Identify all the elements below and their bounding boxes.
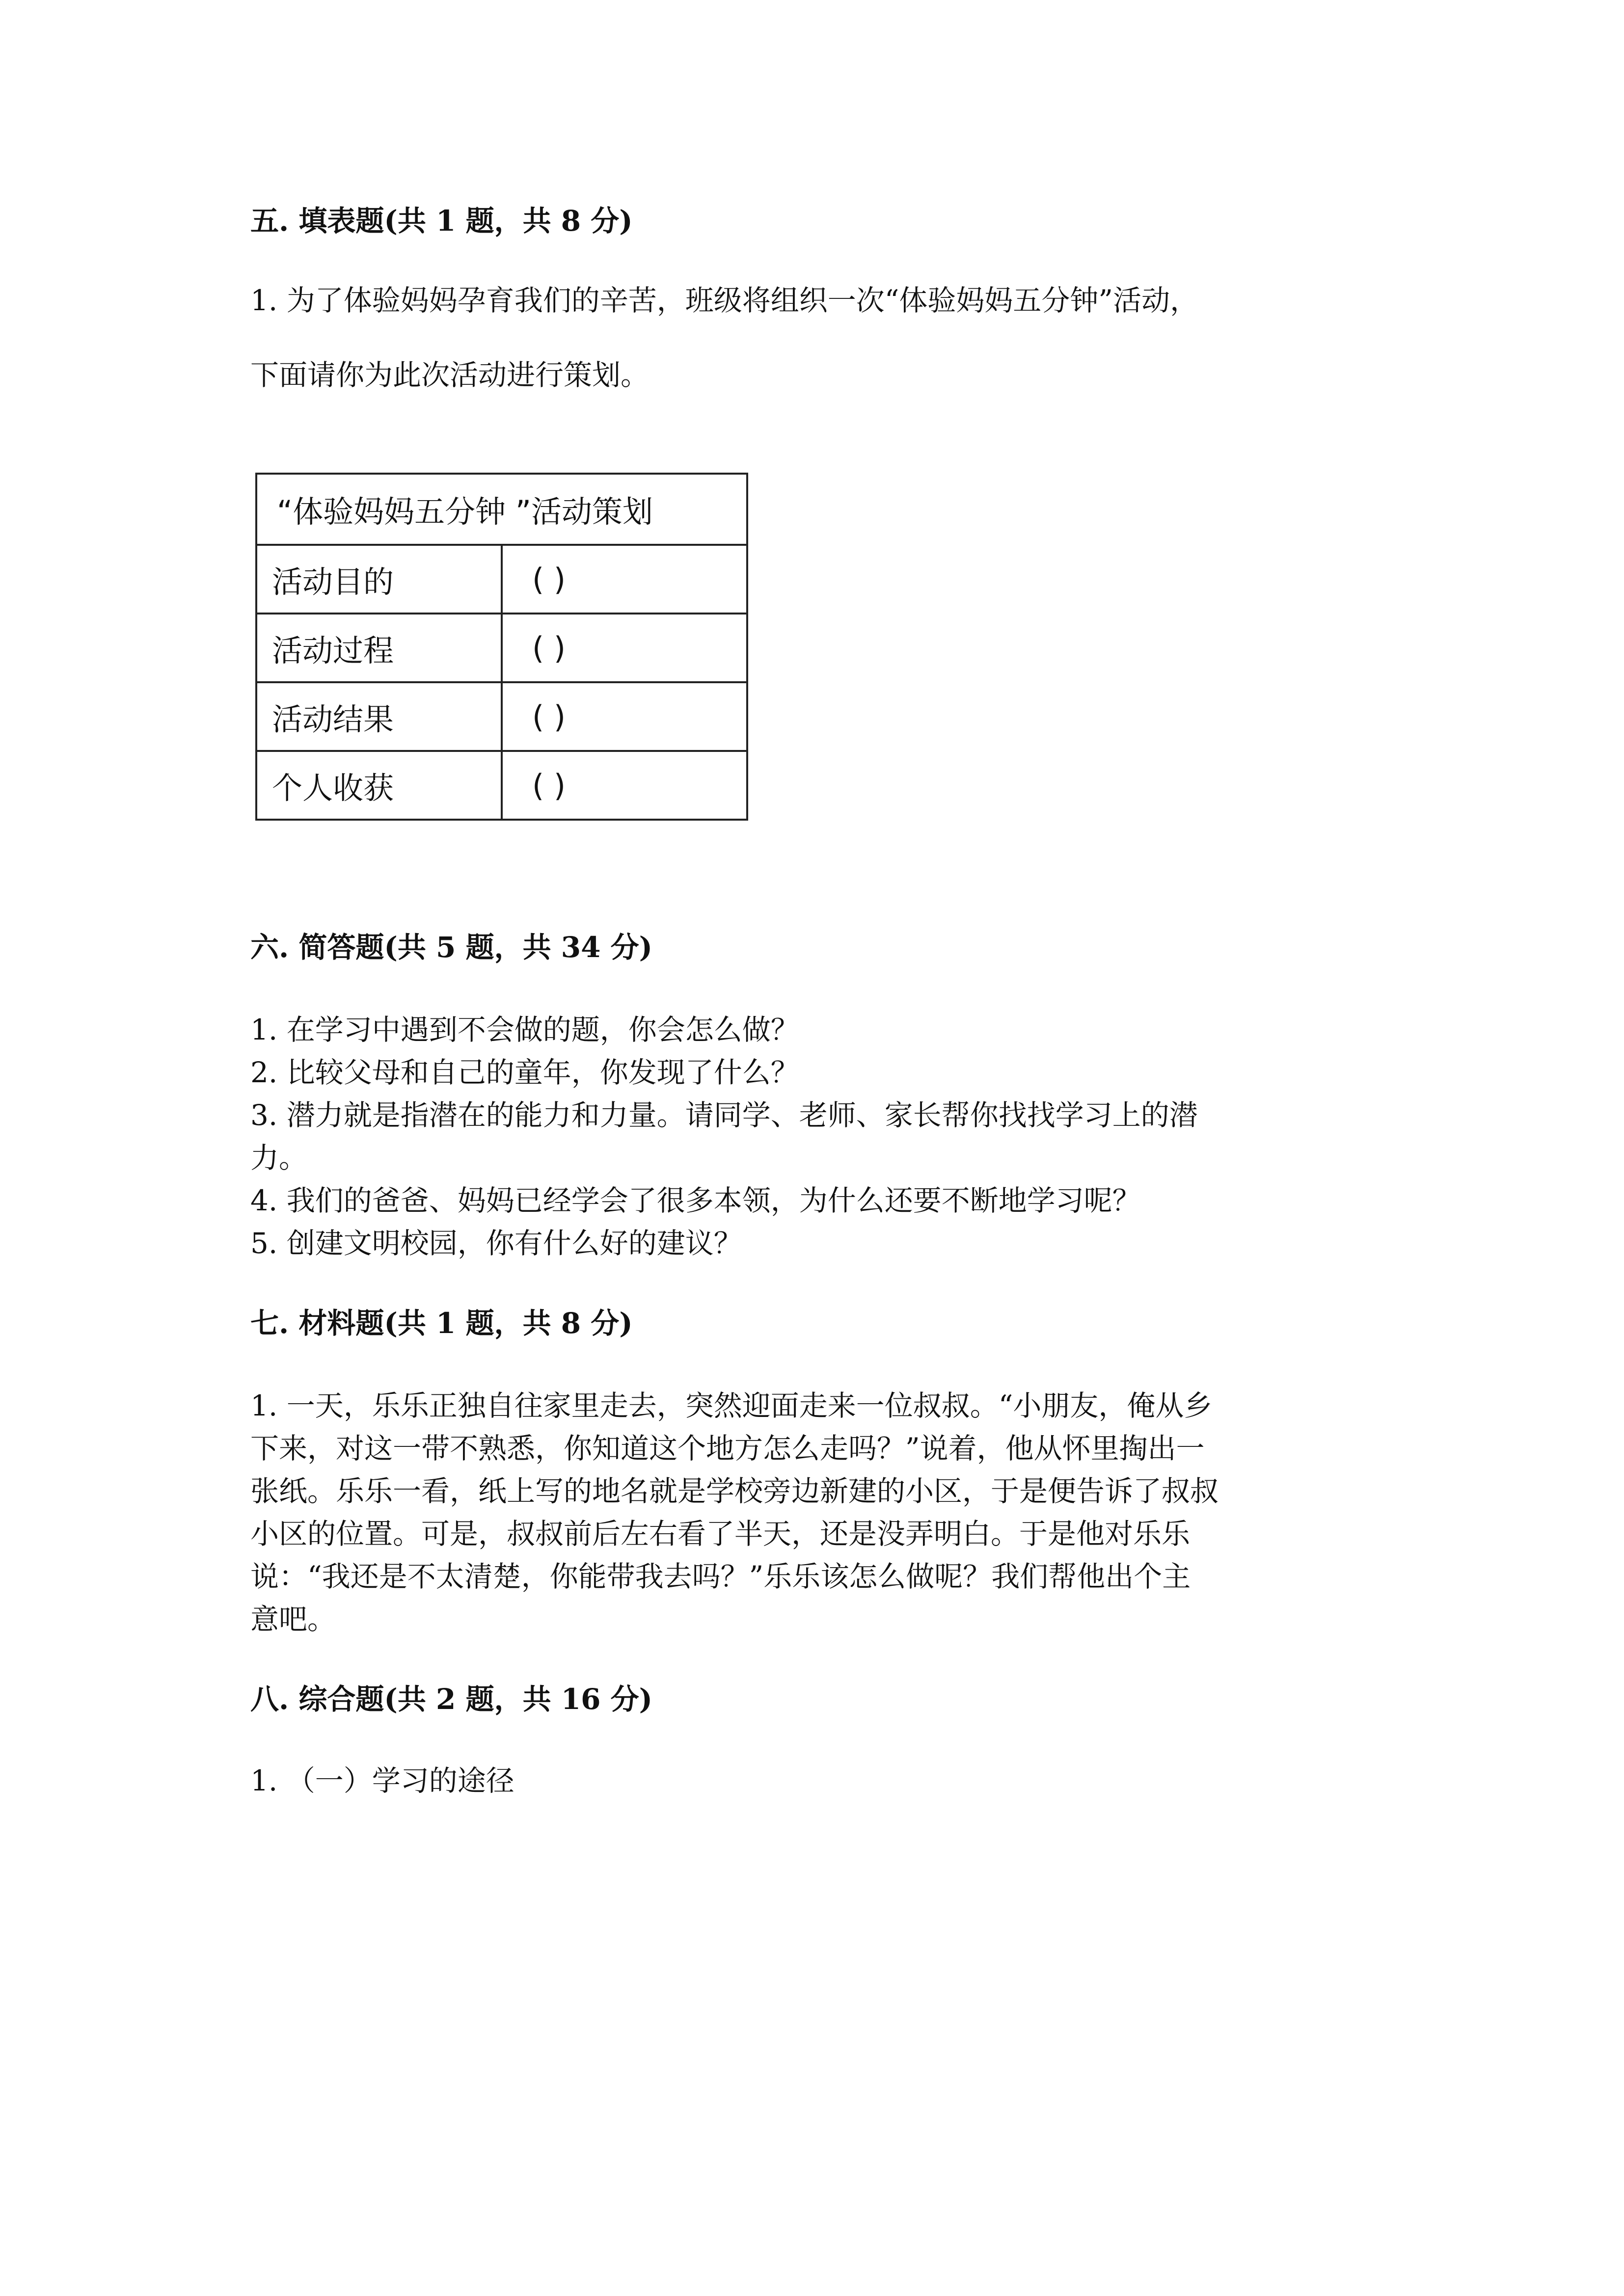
section-heading-material: 七. 材料题(共 1 题，共 8 分) [250, 1307, 633, 1340]
question-text: 3. 潜力就是指潜在的能力和力量。请同学、老师、家长帮你找找学习上的潜 [250, 1098, 1198, 1132]
section-heading-short-answer: 六. 简答题(共 5 题，共 34 分) [250, 931, 653, 964]
table-title: “体验妈妈五分钟 ”活动策划 [256, 474, 747, 545]
row-label: 活动结果 [256, 682, 502, 751]
answer-blank: ( ) [502, 751, 747, 820]
answer-blank: ( ) [502, 682, 747, 751]
section-heading-comprehensive: 八. 综合题(共 2 题，共 16 分) [250, 1682, 653, 1716]
row-label: 活动过程 [256, 614, 502, 682]
question-text: 下面请你为此次活动进行策划。 [250, 358, 650, 392]
question-text: 意吧。 [250, 1602, 336, 1636]
answer-blank: ( ) [502, 545, 747, 614]
table-row [256, 682, 747, 751]
question-text: 说：“我还是不太清楚，你能带我去吗？”乐乐该怎么做呢？我们帮他出个主 [250, 1560, 1191, 1593]
table-title-row [256, 474, 747, 545]
question-text: 2. 比较父母和自己的童年，你发现了什么？ [250, 1056, 799, 1089]
question-text: 1. （一）学习的途径 [250, 1764, 514, 1797]
question-text: 4. 我们的爸爸、妈妈已经学会了很多本领，为什么还要不断地学习呢？ [250, 1184, 1141, 1217]
table-row [256, 751, 747, 820]
question-text: 力。 [250, 1141, 308, 1175]
question-text: 张纸。乐乐一看，纸上写的地名就是学校旁边新建的小区，于是便告诉了叔叔 [250, 1474, 1219, 1508]
question-text: 5. 创建文明校园，你有什么好的建议？ [250, 1227, 742, 1260]
question-text: 1. 一天，乐乐正独自往家里走去，突然迎面走来一位叔叔。“小朋友，俺从乡 [250, 1389, 1213, 1422]
activity-plan-table [255, 473, 748, 821]
row-label: 活动目的 [256, 545, 502, 614]
question-text: 下来，对这一带不熟悉，你知道这个地方怎么走吗？”说着，他从怀里掏出一 [250, 1432, 1205, 1465]
question-text: 1. 为了体验妈妈孕育我们的辛苦，班级将组织一次“体验妈妈五分钟”活动， [250, 284, 1199, 317]
question-text: 1. 在学习中遇到不会做的题，你会怎么做？ [250, 1013, 799, 1046]
question-text: 小区的位置。可是，叔叔前后左右看了半天，还是没弄明白。于是他对乐乐 [250, 1517, 1191, 1550]
section-heading-fill-table: 五. 填表题(共 1 题，共 8 分) [250, 204, 633, 238]
row-label: 个人收获 [256, 751, 502, 820]
table-row [256, 614, 747, 682]
answer-blank: ( ) [502, 614, 747, 682]
table-row [256, 545, 747, 614]
